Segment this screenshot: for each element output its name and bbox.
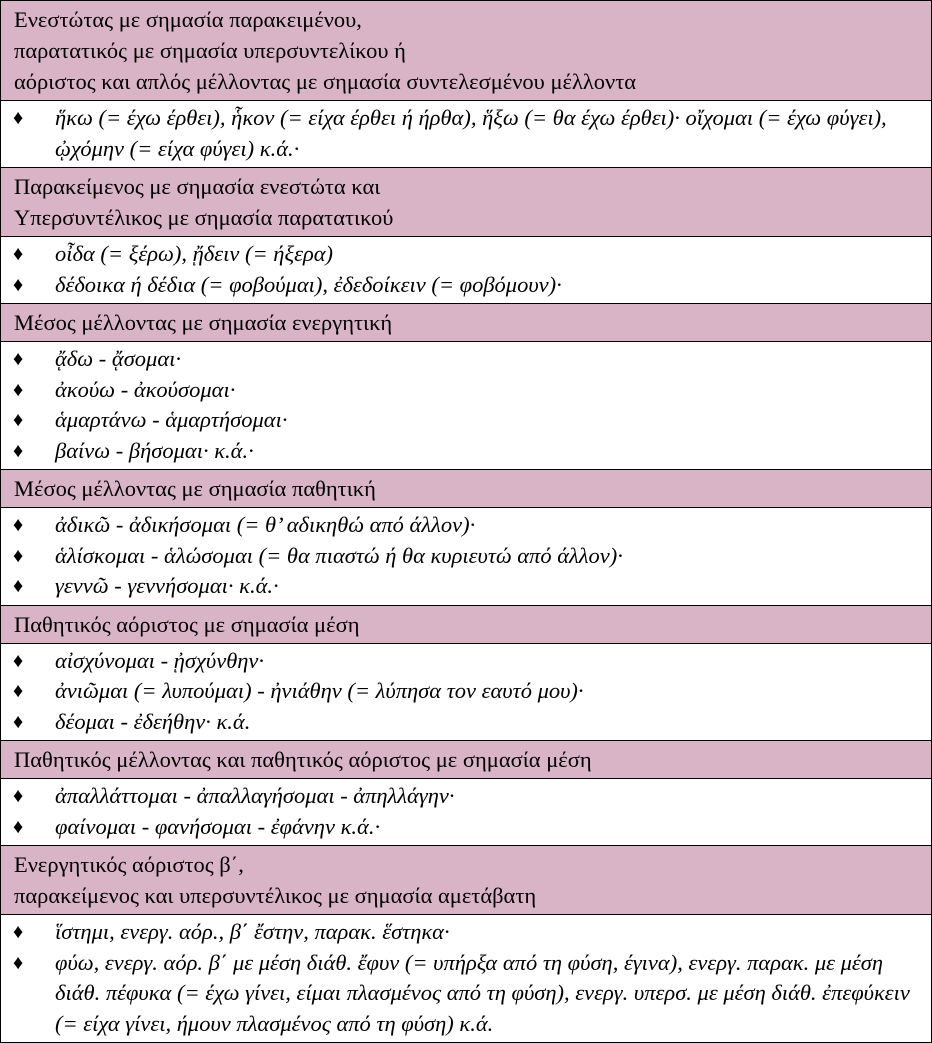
section-header-row: [1, 741, 932, 779]
section-body-row: [1, 237, 932, 304]
section-header-line: Παθητικός μέλλοντας και παθητικός αόριστος με σημασία μέση: [14, 747, 592, 772]
section-body-cell: [1, 342, 932, 470]
section-body-cell: [1, 779, 932, 846]
list-item: [11, 270, 919, 301]
list-item-text: ἁμαρτάνω - ἁμαρτήσομαι·: [55, 407, 288, 432]
section-items: [1, 508, 931, 605]
section-body-cell: [1, 237, 932, 304]
section-body-row: [1, 915, 932, 1043]
list-item: [11, 510, 919, 541]
section-header-line: παρακείμενος και υπερσυντέλικος με σημασία αμετάβατη: [14, 883, 537, 908]
list-item-text: αἰσχύνομαι - ᾐσχύνθην·: [55, 647, 265, 673]
list-item-text: ἀδικῶ - ἀδικήσομαι (= θ’ αδικηθώ από άλλον)·: [55, 512, 476, 537]
diamond-bullet-icon: ♦: [13, 815, 24, 838]
section-header: [1, 606, 931, 643]
section-header-row: [1, 605, 932, 643]
diamond-bullet-icon: ♦: [13, 649, 24, 672]
diamond-bullet-icon: ♦: [13, 514, 24, 536]
section-header-cell: [1, 470, 932, 508]
section-header-cell: [1, 846, 932, 915]
list-item: [11, 676, 919, 707]
section-body-row: [1, 342, 932, 470]
section-header: [1, 846, 931, 914]
diamond-bullet-icon: ♦: [13, 785, 24, 807]
diamond-bullet-icon: ♦: [13, 921, 24, 943]
section-header-line: Μέσος μέλλοντας με σημασία παθητική: [14, 476, 376, 501]
diamond-bullet-icon: ♦: [13, 680, 24, 702]
list-item: [11, 239, 919, 270]
section-body-cell: [1, 508, 932, 606]
list-item-text: ἵστημι, ενεργ. αόρ., β΄ ἔστην, παρακ. ἕστηκα·: [55, 919, 450, 944]
section-body-cell: [1, 915, 932, 1043]
section-body-row: [1, 101, 932, 168]
list-item: [11, 103, 919, 164]
section-items: [1, 237, 931, 303]
diamond-bullet-icon: ♦: [13, 107, 24, 129]
section-items: [1, 779, 931, 845]
section-header-line: αόριστος και απλός μέλλοντας με σημασία συντελεσμένου μέλλοντα: [14, 69, 637, 94]
list-item: [11, 812, 919, 843]
diamond-bullet-icon: ♦: [13, 409, 24, 431]
section-header-line: Μέσος μέλλοντας με σημασία ενεργητική: [14, 310, 393, 335]
section-header-row: [1, 1, 932, 101]
section-header: [1, 304, 931, 341]
grammar-table-body: [1, 1, 932, 1043]
section-items: [1, 644, 931, 741]
list-item: [11, 571, 919, 602]
list-item: [11, 344, 919, 375]
list-item: [11, 375, 919, 406]
section-header: [1, 741, 931, 778]
list-item: [11, 948, 919, 1040]
section-header-line: Ενεστώτας με σημασία παρακειμένου,: [14, 7, 362, 32]
section-header-line: Παρακείμενος με σημασία ενεστώτα και: [14, 174, 381, 199]
list-item: [11, 917, 919, 948]
list-item-text: βαίνω - βήσομαι· κ.ά.·: [55, 437, 254, 463]
diamond-bullet-icon: ♦: [13, 243, 24, 265]
diamond-bullet-icon: ♦: [13, 348, 24, 370]
section-body-row: [1, 508, 932, 606]
diamond-bullet-icon: ♦: [13, 378, 24, 401]
section-body-row: [1, 779, 932, 846]
diamond-bullet-icon: ♦: [13, 575, 24, 597]
list-item: [11, 781, 919, 812]
list-item-text: ἀπαλλάττομαι - ἀπαλλαγήσομαι - ἀπηλλάγην·: [55, 783, 455, 808]
section-header: [1, 1, 931, 100]
list-item-text: φύω, ενεργ. αόρ. β΄ με μέση διάθ. ἔφυν (= υπήρξα από τη φύση, έγινα), ενεργ. παρακ. με μέση διάθ. πέφυκα (= έχω γίνει, είμαι πλασμένος από τη φύση), ενεργ. υπερσ. με μέση διάθ. ἐπεφύκειν (= είχα γίνει, ήμουν πλασμένος από τη φύση) κ.ά.: [55, 949, 910, 1036]
list-item-text: δέομαι - ἐδεήθην· κ.ά.: [55, 708, 251, 734]
section-header-cell: [1, 605, 932, 643]
list-item: [11, 405, 919, 436]
section-header-cell: [1, 168, 932, 237]
list-item-text: ἀνιῶμαι (= λυπούμαι) - ἠνιάθην (= λύπησα τον εαυτό μου)·: [55, 678, 584, 703]
section-header-cell: [1, 304, 932, 342]
section-body-row: [1, 643, 932, 741]
section-items: [1, 101, 931, 167]
list-item: [11, 541, 919, 572]
list-item: [11, 436, 919, 467]
diamond-bullet-icon: ♦: [13, 544, 24, 567]
section-items: [1, 342, 931, 469]
list-item-text: ἀκούω - ἀκούσομαι·: [55, 376, 236, 402]
section-header-row: [1, 168, 932, 237]
section-header-cell: [1, 1, 932, 101]
list-item-text: ᾄδω - ᾄσομαι·: [55, 346, 182, 371]
section-header-row: [1, 304, 932, 342]
list-item-text: οἶδα (= ξέρω), ᾔδειν (= ήξερα): [55, 241, 334, 266]
list-item-text: ἥκω (= έχω έρθει), ἧκον (= είχα έρθει ή ήρθα), ἥξω (= θα έχω έρθει)· οἴχομαι (= έχω φύγει), ᾠχόμην (= είχα φύγει) κ.ά.·: [55, 105, 887, 161]
list-item-text: δέδοικα ή δέδια (= φοβούμαι), ἐδεδοίκειν (= φοβόμουν)·: [55, 271, 562, 297]
diamond-bullet-icon: ♦: [13, 710, 24, 733]
list-item-text: γεννῶ - γεννήσομαι· κ.ά.·: [55, 573, 279, 598]
section-header-cell: [1, 741, 932, 779]
diamond-bullet-icon: ♦: [13, 439, 24, 462]
section-header-line: Ενεργητικός αόριστος β΄,: [14, 852, 244, 877]
section-body-cell: [1, 643, 932, 741]
section-header: [1, 470, 931, 507]
section-header-row: [1, 470, 932, 508]
section-header-line: Παθητικός αόριστος με σημασία μέση: [14, 611, 360, 637]
section-items: [1, 915, 931, 1042]
diamond-bullet-icon: ♦: [13, 951, 24, 974]
list-item-text: φαίνομαι - φανήσομαι - ἐφάνην κ.ά.·: [55, 813, 381, 839]
list-item: [11, 707, 919, 738]
diamond-bullet-icon: ♦: [13, 273, 24, 296]
section-header: [1, 168, 931, 236]
section-header-line: Υπερσυντέλικος με σημασία παρατατικού: [14, 205, 394, 230]
section-header-row: [1, 846, 932, 915]
section-header-line: παρατατικός με σημασία υπερσυντελίκου ή: [14, 38, 406, 63]
list-item: [11, 646, 919, 677]
section-body-cell: [1, 101, 932, 168]
list-item-text: ἁλίσκομαι - ἁλώσομαι (= θα πιαστώ ή θα κυριευτώ από άλλον)·: [55, 542, 623, 568]
